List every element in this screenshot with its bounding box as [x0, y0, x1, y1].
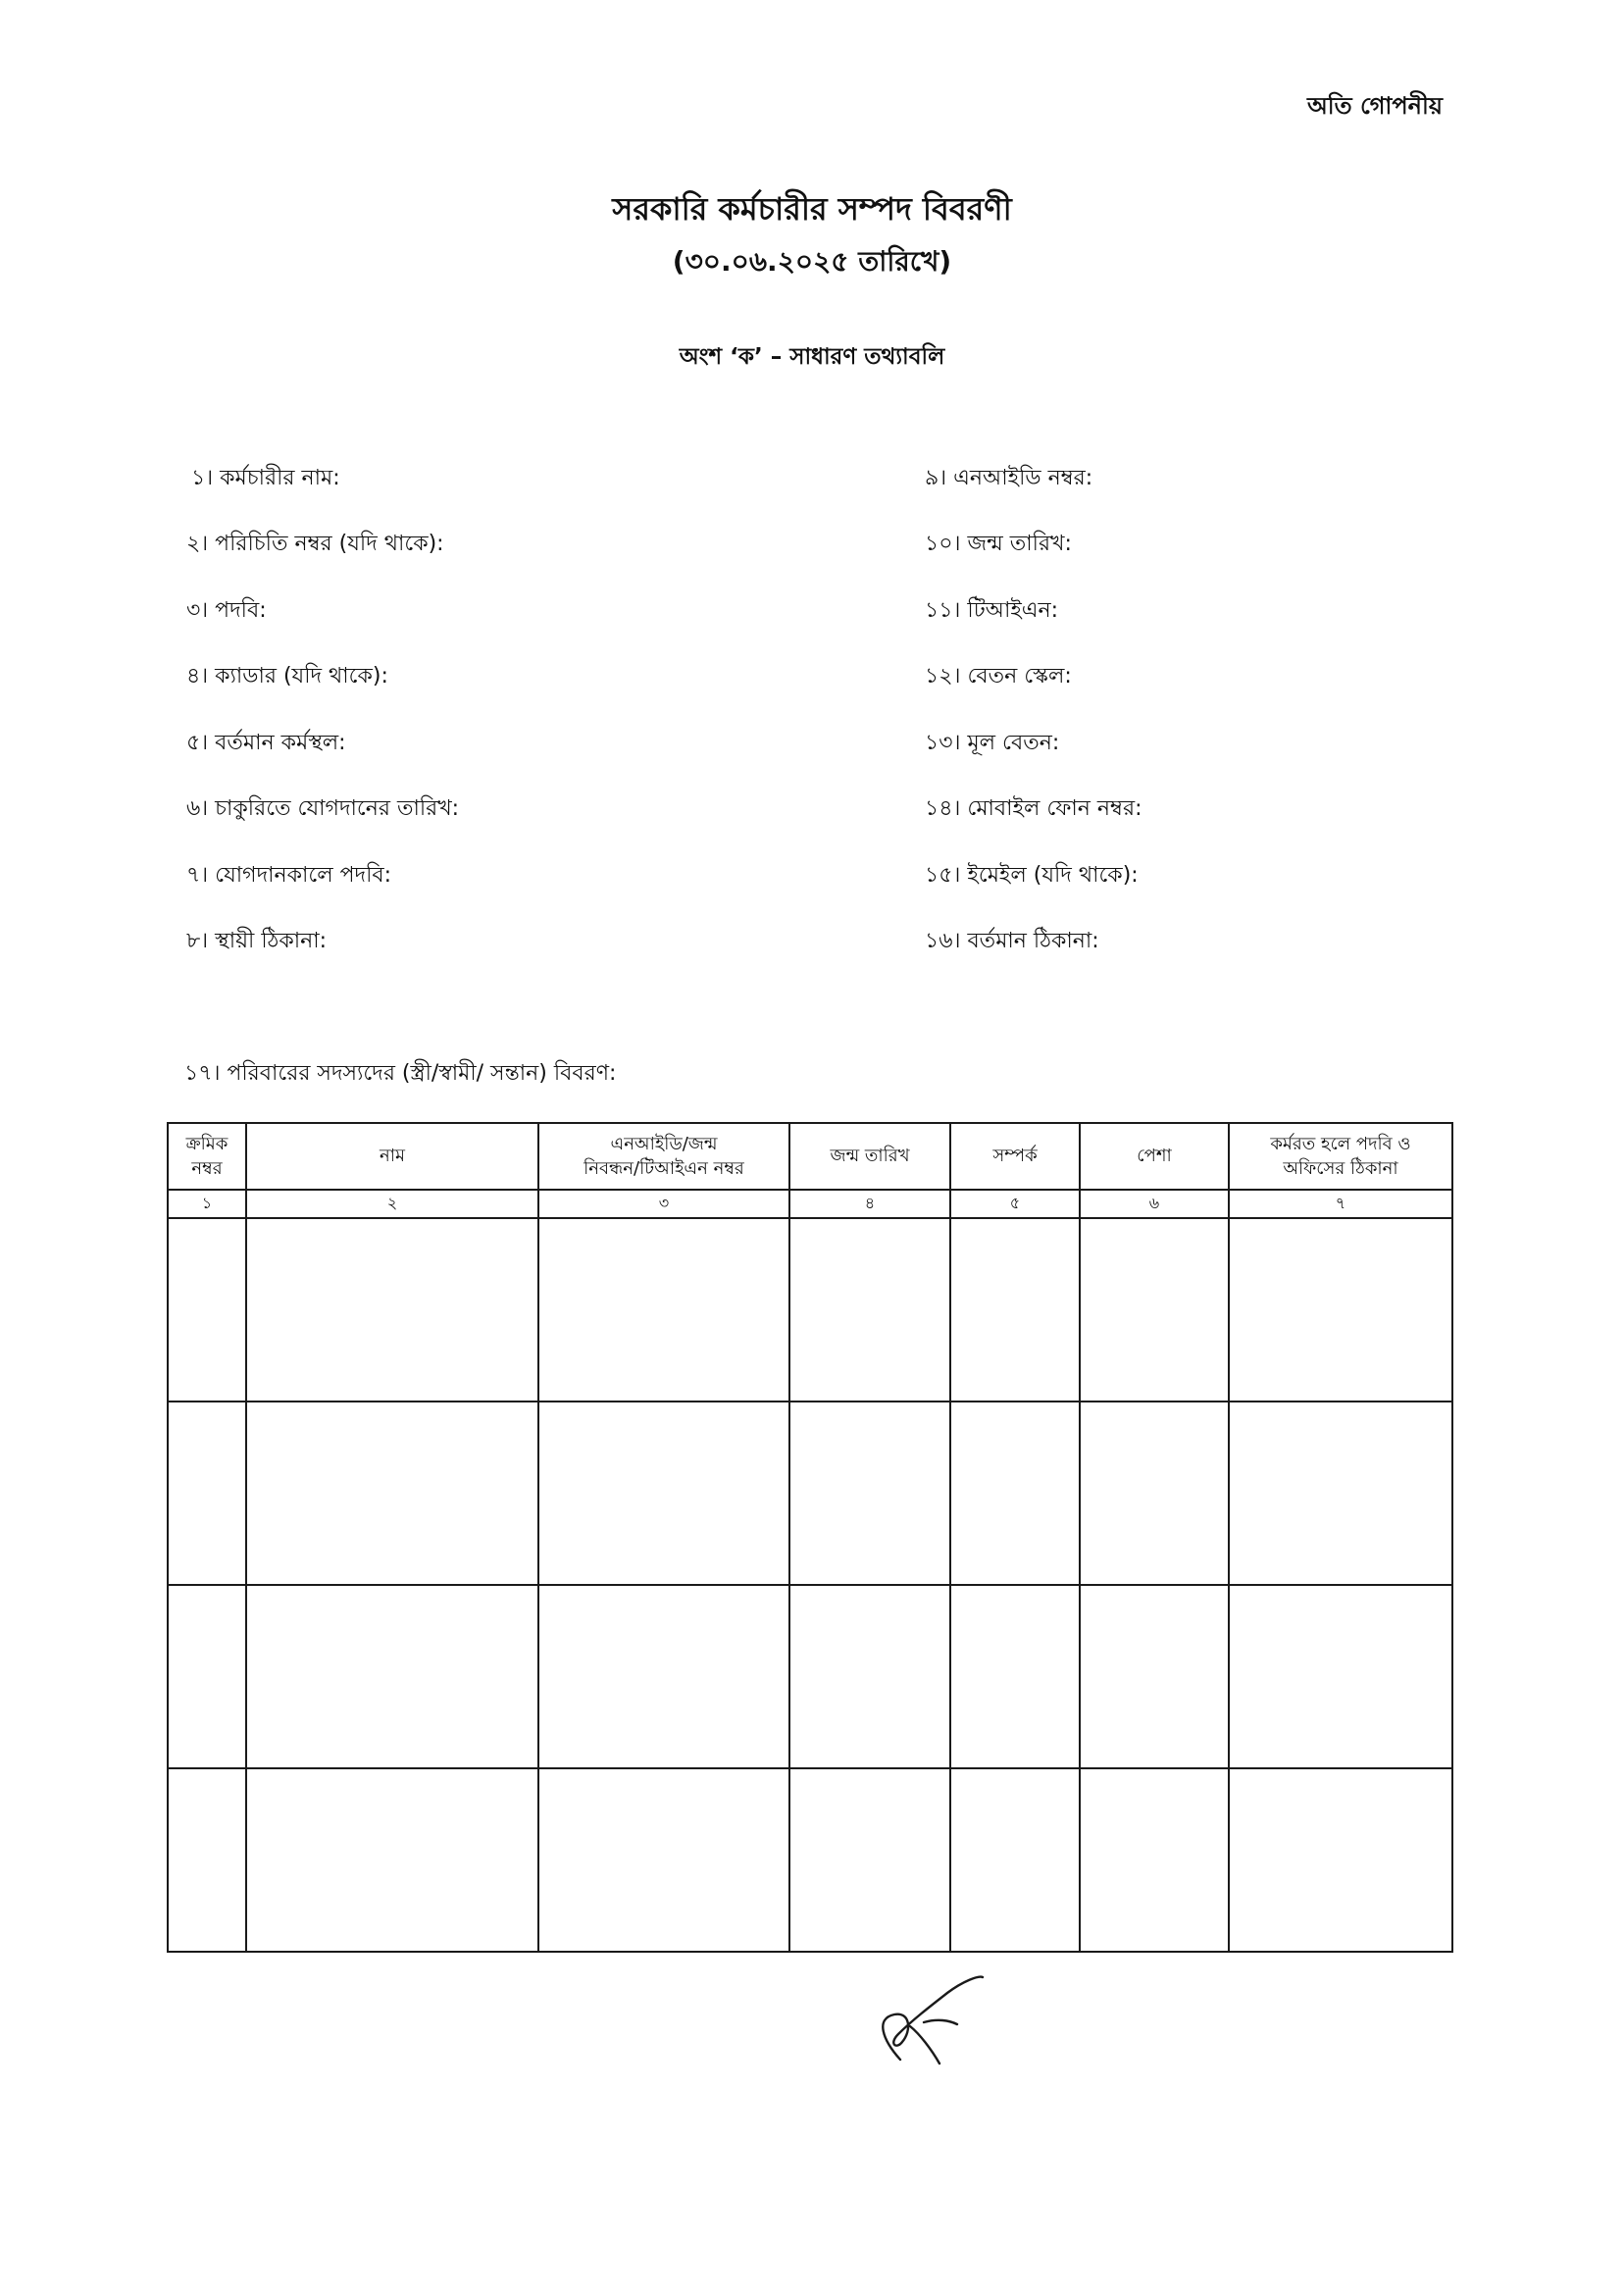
table-cell[interactable]	[538, 1585, 789, 1768]
table-cell[interactable]	[1080, 1585, 1229, 1768]
header-relation-line1: সম্পর্ক	[992, 1146, 1038, 1167]
table-cell[interactable]	[789, 1402, 950, 1585]
header-serial-line2: নম্বর	[191, 1158, 223, 1179]
table-header-row	[168, 1123, 1452, 1190]
header-id-number	[538, 1123, 789, 1190]
header-office-line2: অফিসের ঠিকানা	[1283, 1158, 1398, 1179]
field-designation: ৩। পদবি:	[186, 598, 267, 623]
header-birth-date-line1: জন্ম তারিখ	[830, 1146, 910, 1167]
header-birth-date	[789, 1123, 950, 1190]
document-date: (৩০.০৬.২০২৫ তারিখে)	[672, 245, 952, 278]
header-office-line1: কর্মরত হলে পদবি ও	[1270, 1133, 1411, 1154]
field-mobile-number: ১৪। মোবাইল ফোন নম্বর:	[925, 796, 1142, 821]
column-number: ৭	[1229, 1190, 1452, 1218]
column-number-row	[168, 1190, 1452, 1218]
table-row	[168, 1768, 1452, 1952]
header-relation	[950, 1123, 1080, 1190]
field-employee-name: ১। কর্মচারীর নাম:	[191, 466, 340, 490]
header-office	[1229, 1123, 1452, 1190]
table-cell[interactable]	[538, 1402, 789, 1585]
header-name-line1: নাম	[380, 1146, 405, 1167]
table-cell[interactable]	[1229, 1402, 1452, 1585]
field-identity-number: ২। পরিচিতি নম্বর (যদি থাকে):	[186, 532, 444, 556]
section-heading: অংশ ‘ক’ – সাধারণ তথ্যাবলি	[679, 344, 945, 370]
classification-label: অতি গোপনীয়	[1306, 92, 1443, 120]
field-cadre: ৪। ক্যাডার (যদি থাকে):	[186, 664, 388, 688]
table-row	[168, 1218, 1452, 1402]
table-cell[interactable]	[1080, 1768, 1229, 1952]
table-row	[168, 1402, 1452, 1585]
table-cell[interactable]	[1229, 1218, 1452, 1402]
column-number: ৬	[1080, 1190, 1229, 1218]
field-joining-date: ৬। চাকুরিতে যোগদানের তারিখ:	[186, 796, 460, 821]
header-id-line2: নিবন্ধন/টিআইএন নম্বর	[584, 1158, 744, 1179]
column-number: ১	[168, 1190, 246, 1218]
table-row	[168, 1585, 1452, 1768]
table-cell[interactable]	[246, 1402, 538, 1585]
field-current-workplace: ৫। বর্তমান কর্মস্থল:	[186, 731, 346, 755]
table-cell[interactable]	[246, 1218, 538, 1402]
header-id-line1: এনআইডি/জন্ম	[610, 1133, 718, 1154]
table-cell[interactable]	[1229, 1585, 1452, 1768]
field-nid-number: ৯। এনআইডি নম্বর:	[925, 466, 1093, 490]
table-cell[interactable]	[168, 1768, 246, 1952]
table-cell[interactable]	[538, 1768, 789, 1952]
table-cell[interactable]	[1080, 1402, 1229, 1585]
table-cell[interactable]	[950, 1218, 1080, 1402]
table-cell[interactable]	[1229, 1768, 1452, 1952]
header-occupation-line1: পেশা	[1137, 1146, 1172, 1167]
table-cell[interactable]	[168, 1402, 246, 1585]
column-number: ৪	[789, 1190, 950, 1218]
table-cell[interactable]	[789, 1585, 950, 1768]
table-cell[interactable]	[538, 1218, 789, 1402]
table-cell[interactable]	[950, 1402, 1080, 1585]
field-email: ১৫। ইমেইল (যদি থাকে):	[925, 863, 1139, 888]
header-occupation	[1080, 1123, 1229, 1190]
family-members-table	[167, 1122, 1453, 1953]
table-cell[interactable]	[246, 1585, 538, 1768]
field-joining-designation: ৭। যোগদানকালে পদবি:	[186, 863, 392, 888]
header-serial	[168, 1123, 246, 1190]
field-birth-date: ১০। জন্ম তারিখ:	[925, 532, 1072, 556]
table-cell[interactable]	[246, 1768, 538, 1952]
field-tin: ১১। টিআইএন:	[925, 598, 1059, 623]
header-name	[246, 1123, 538, 1190]
table-cell[interactable]	[789, 1218, 950, 1402]
table-cell[interactable]	[168, 1218, 246, 1402]
column-number: ৩	[538, 1190, 789, 1218]
field-pay-scale: ১২। বেতন স্কেল:	[925, 664, 1072, 688]
table-cell[interactable]	[789, 1768, 950, 1952]
table-cell[interactable]	[168, 1585, 246, 1768]
field-permanent-address: ৮। স্থায়ী ঠিকানা:	[186, 929, 328, 953]
family-details-label: ১৭। পরিবারের সদস্যদের (স্ত্রী/স্বামী/ সন্তান) বিবরণ:	[184, 1061, 617, 1086]
field-basic-salary: ১৩। মূল বেতন:	[925, 731, 1060, 755]
header-serial-line1: ক্রমিক	[185, 1133, 228, 1154]
document-title: সরকারি কর্মচারীর সম্পদ বিবরণী	[612, 190, 1012, 228]
column-number: ৫	[950, 1190, 1080, 1218]
column-number: ২	[246, 1190, 538, 1218]
table-cell[interactable]	[1080, 1218, 1229, 1402]
field-present-address: ১৬। বর্তমান ঠিকানা:	[925, 929, 1099, 953]
table-cell[interactable]	[950, 1768, 1080, 1952]
table-cell[interactable]	[950, 1585, 1080, 1768]
signature-icon	[853, 1962, 1010, 2079]
